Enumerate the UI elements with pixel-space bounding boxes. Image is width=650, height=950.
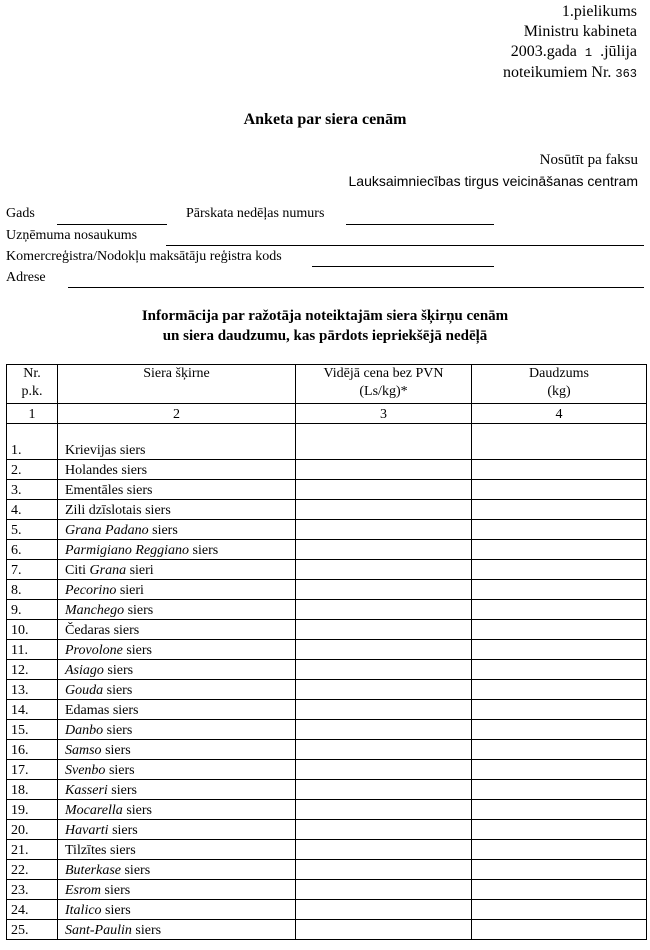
table-row: [7, 720, 647, 740]
row-number: 12.: [7, 660, 58, 680]
table-row: [7, 740, 647, 760]
header-line1: 1.pielikums: [561, 3, 637, 20]
header-line3: 2003.gada 1 .jūlija: [510, 43, 637, 60]
col-number: 2: [58, 404, 296, 424]
header-variety: Siera šķirne: [58, 365, 296, 404]
cheese-variety: Grana Padano siers: [58, 520, 296, 540]
price-cell[interactable]: [296, 900, 472, 920]
table-row: [7, 580, 647, 600]
price-cell[interactable]: [296, 540, 472, 560]
reg-code-label: Komercreģistra/Nodokļu maksātāju reģistra kods: [6, 249, 282, 264]
cheese-price-table: [6, 364, 647, 940]
table-row: [7, 480, 647, 500]
quantity-cell[interactable]: [472, 580, 647, 600]
subtitle-line2: un siera daudzumu, kas pārdots iepriekšējā nedēļā: [162, 328, 488, 344]
price-cell[interactable]: [296, 740, 472, 760]
price-cell[interactable]: [296, 860, 472, 880]
row-number: 6.: [7, 540, 58, 560]
cheese-variety: Krievijas siers: [58, 424, 296, 460]
table-row: [7, 540, 647, 560]
table-row: [7, 560, 647, 580]
price-cell[interactable]: [296, 424, 472, 460]
row-number: 3.: [7, 480, 58, 500]
quantity-cell[interactable]: [472, 900, 647, 920]
table-row: [7, 424, 647, 460]
cheese-variety: Parmigiano Reggiano siers: [58, 540, 296, 560]
quantity-cell[interactable]: [472, 860, 647, 880]
table-header-row: [7, 365, 647, 404]
cheese-variety: Ementāles siers: [58, 480, 296, 500]
price-cell[interactable]: [296, 700, 472, 720]
cheese-variety: Gouda siers: [58, 680, 296, 700]
table-row: [7, 640, 647, 660]
quantity-cell[interactable]: [472, 424, 647, 460]
quantity-cell[interactable]: [472, 760, 647, 780]
price-cell[interactable]: [296, 560, 472, 580]
cheese-variety: Italico siers: [58, 900, 296, 920]
reg-code-field[interactable]: [312, 266, 494, 267]
price-cell[interactable]: [296, 820, 472, 840]
table-row: [7, 460, 647, 480]
cheese-variety: Čedaras siers: [58, 620, 296, 640]
row-number: 23.: [7, 880, 58, 900]
header-line2: Ministru kabineta: [523, 23, 637, 40]
quantity-cell[interactable]: [472, 780, 647, 800]
table-row: [7, 520, 647, 540]
price-cell[interactable]: [296, 920, 472, 940]
quantity-cell[interactable]: [472, 640, 647, 660]
price-cell[interactable]: [296, 480, 472, 500]
cheese-variety: Esrom siers: [58, 880, 296, 900]
subtitle-line1: Informācija par ražotāja noteiktajām siera šķirņu cenām: [141, 308, 509, 324]
table-row: [7, 620, 647, 640]
price-cell[interactable]: [296, 760, 472, 780]
cheese-variety: Svenbo siers: [58, 760, 296, 780]
quantity-cell[interactable]: [472, 680, 647, 700]
row-number: 22.: [7, 860, 58, 880]
send-to: [349, 150, 638, 192]
row-number: 24.: [7, 900, 58, 920]
row-number: 8.: [7, 580, 58, 600]
table-row: [7, 860, 647, 880]
table-row: [7, 500, 647, 520]
week-label: Pārskata nedēļas numurs: [186, 206, 325, 221]
price-cell[interactable]: [296, 500, 472, 520]
row-number: 15.: [7, 720, 58, 740]
cheese-variety: Sant-Paulin siers: [58, 920, 296, 940]
quantity-cell[interactable]: [472, 540, 647, 560]
table-row: [7, 920, 647, 940]
row-number: 11.: [7, 640, 58, 660]
table-row: [7, 700, 647, 720]
cheese-variety: Provolone siers: [58, 640, 296, 660]
quantity-cell[interactable]: [472, 560, 647, 580]
year-field[interactable]: [57, 224, 167, 225]
cheese-variety: Danbo siers: [58, 720, 296, 740]
row-number: 5.: [7, 520, 58, 540]
quantity-cell[interactable]: [472, 720, 647, 740]
address-label: Adrese: [6, 270, 46, 285]
col-number: 3: [296, 404, 472, 424]
price-cell[interactable]: [296, 800, 472, 820]
price-cell[interactable]: [296, 460, 472, 480]
row-number: 1.: [7, 424, 58, 460]
header-price: Vidējā cena bez PVN (Ls/kg)*: [296, 365, 472, 404]
quantity-cell[interactable]: [472, 520, 647, 540]
table-row: [7, 600, 647, 620]
row-number: 14.: [7, 700, 58, 720]
cheese-variety: Havarti siers: [58, 820, 296, 840]
column-number-row: [7, 404, 647, 424]
header-line4: noteikumiem Nr. 363: [502, 64, 637, 81]
cheese-variety: Buterkase siers: [58, 860, 296, 880]
price-cell[interactable]: [296, 580, 472, 600]
quantity-cell[interactable]: [472, 460, 647, 480]
quantity-cell[interactable]: [472, 600, 647, 620]
quantity-cell[interactable]: [472, 660, 647, 680]
header-nr: Nr. p.k.: [7, 365, 58, 404]
col-number: 1: [7, 404, 58, 424]
quantity-cell[interactable]: [472, 620, 647, 640]
row-number: 9.: [7, 600, 58, 620]
quantity-cell[interactable]: [472, 880, 647, 900]
table-row: [7, 760, 647, 780]
row-number: 2.: [7, 460, 58, 480]
table-row: [7, 660, 647, 680]
price-cell[interactable]: [296, 720, 472, 740]
price-cell[interactable]: [296, 840, 472, 860]
row-number: 16.: [7, 740, 58, 760]
price-cell[interactable]: [296, 640, 472, 660]
row-number: 13.: [7, 680, 58, 700]
quantity-cell[interactable]: [472, 700, 647, 720]
address-field[interactable]: [68, 287, 644, 288]
send-to-line2: Lauksaimniecības tirgus veicināšanas centram: [348, 173, 638, 189]
price-cell[interactable]: [296, 680, 472, 700]
table-row: [7, 800, 647, 820]
cheese-variety: Samso siers: [58, 740, 296, 760]
table-subtitle: [0, 306, 650, 346]
quantity-cell[interactable]: [472, 820, 647, 840]
row-number: 21.: [7, 840, 58, 860]
row-number: 4.: [7, 500, 58, 520]
col-number: 4: [472, 404, 647, 424]
table-row: [7, 900, 647, 920]
cheese-variety: Tilzītes siers: [58, 840, 296, 860]
price-cell[interactable]: [296, 600, 472, 620]
price-cell[interactable]: [296, 520, 472, 540]
quantity-cell[interactable]: [472, 840, 647, 860]
cheese-variety: Holandes siers: [58, 460, 296, 480]
row-number: 10.: [7, 620, 58, 640]
page-title: Anketa par siera cenām: [243, 111, 407, 128]
cheese-variety: Manchego siers: [58, 600, 296, 620]
row-number: 17.: [7, 760, 58, 780]
company-field[interactable]: [166, 245, 644, 246]
quantity-cell[interactable]: [472, 920, 647, 940]
table-row: [7, 840, 647, 860]
table-row: [7, 780, 647, 800]
cheese-variety: Mocarella siers: [58, 800, 296, 820]
quantity-cell[interactable]: [472, 480, 647, 500]
week-field[interactable]: [346, 224, 494, 225]
cheese-variety: Edamas siers: [58, 700, 296, 720]
cheese-variety: Pecorino sieri: [58, 580, 296, 600]
row-number: 7.: [7, 560, 58, 580]
send-to-line1: Nosūtīt pa faksu: [539, 152, 638, 168]
table-row: [7, 880, 647, 900]
quantity-cell[interactable]: [472, 740, 647, 760]
price-cell[interactable]: [296, 880, 472, 900]
row-number: 18.: [7, 780, 58, 800]
quantity-cell[interactable]: [472, 500, 647, 520]
price-cell[interactable]: [296, 780, 472, 800]
price-cell[interactable]: [296, 620, 472, 640]
document-header: [503, 2, 637, 84]
company-label: Uzņēmuma nosaukums: [6, 228, 138, 243]
price-cell[interactable]: [296, 660, 472, 680]
table-row: [7, 820, 647, 840]
year-label: Gads: [6, 206, 35, 221]
table-row: [7, 680, 647, 700]
cheese-variety: Zili dzīslotais siers: [58, 500, 296, 520]
row-number: 19.: [7, 800, 58, 820]
cheese-variety: Citi Grana sieri: [58, 560, 296, 580]
row-number: 20.: [7, 820, 58, 840]
cheese-variety: Kasseri siers: [58, 780, 296, 800]
row-number: 25.: [7, 920, 58, 940]
quantity-cell[interactable]: [472, 800, 647, 820]
header-quantity: Daudzums (kg): [472, 365, 647, 404]
cheese-variety: Asiago siers: [58, 660, 296, 680]
